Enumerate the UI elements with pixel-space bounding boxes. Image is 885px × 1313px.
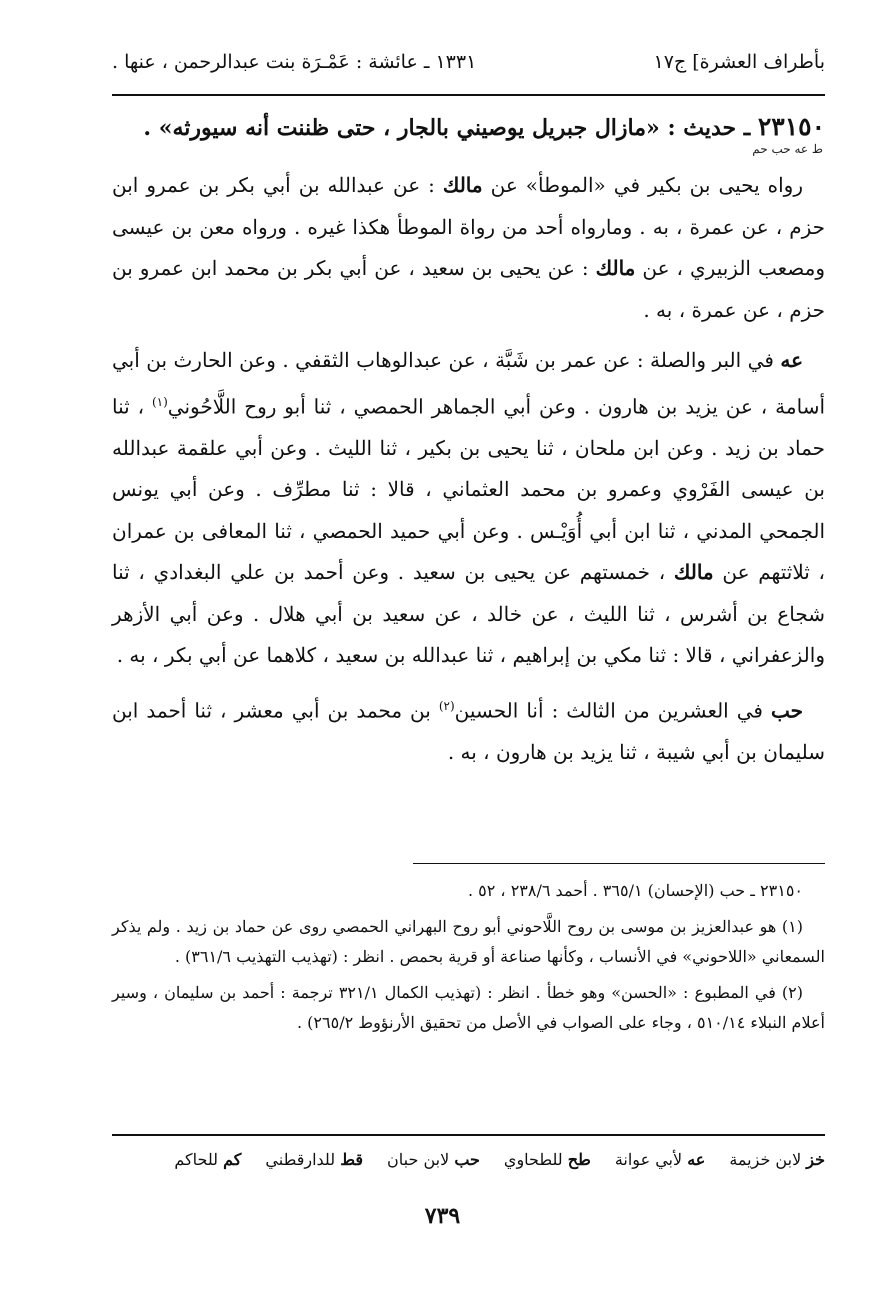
- legend-label: لابن حبان: [387, 1150, 450, 1169]
- text-run: في البر والصلة : عن عمر بن شَبَّة ، عن عبدالوهاب الثقفي . وعن الحارث بن أبي أسامة ، عن يزيد بن هارون . وعن أبي الجماهر الحمصي ، ثنا أبو روح اللَّاحُوني: [112, 348, 826, 419]
- abbreviation-legend: [112, 1150, 825, 1169]
- text-run: رواه يحيى بن بكير في «الموطأ» عن: [482, 173, 803, 197]
- legend-key: كم: [223, 1150, 242, 1169]
- text-run: ، خمستهم عن يحيى بن سعيد . وعن أحمد بن علي البغدادي ، ثنا شجاع بن أشرس ، ثنا الليث ، عن خالد ، عن سعيد بن أبي هلال . وعن أبي الأزهر والزعفراني ، قالا : ثنا مكي بن إبراهيم ، ثنا عبدالله بن سعيد ، كلاهما عن أبي بكر ، به .: [112, 560, 825, 668]
- legend-label: للطحاوي: [503, 1150, 563, 1169]
- legend-item: [387, 1150, 480, 1169]
- legend-label: للحاكم: [174, 1150, 219, 1169]
- text-run: ، ثنا حماد بن زيد . وعن ابن ملحان ، ثنا يحيى بن بكير ، ثنا الليث . وعن أبي علقمة عبدالله بن عيسى الفَرْوي وعمرو بن محمد العثماني ، قالا : ثنا مطرِّف . وعن أبي يونس الجمحي المدني ، ثنا ابن أبي أُوَيْـس . وعن أبي حميد الحمصي ، ثنا المعافى بن عمران ، ثلاثتهم عن: [112, 394, 826, 585]
- legend-item: [615, 1150, 706, 1169]
- legend-key: حب: [454, 1150, 480, 1169]
- footnote: ٢٣١٥٠ ـ حب (الإحسان) ٣٦٥/١ . أحمد ٢٣٨/٦ ، ٥٢ .: [467, 881, 803, 900]
- bold-term: مالك: [673, 560, 714, 585]
- footnote-marker: (٢): [438, 698, 455, 713]
- legend-rule: [112, 1134, 825, 1136]
- footnote: (١) هو عبدالعزيز بن موسى بن روح اللَّاحوني أبو روح البهراني الحمصي روى عن حماد بن زيد . ولم يذكر السمعاني «اللاحوني» في الأنساب ، وكأنها صناعة أو قرية بحمص . انظر : (تهذيب التهذيب ٣٦١/٦) .: [112, 917, 825, 966]
- legend-key: قط: [340, 1150, 364, 1169]
- legend-key: عه: [687, 1150, 706, 1169]
- paragraph: [112, 340, 825, 677]
- header-book-title: بأطراف العشرة] ج١٧: [653, 51, 825, 73]
- entry-sigla: ط عه حب حم: [752, 142, 823, 156]
- page-number: ٧٣٩: [424, 1203, 461, 1229]
- main-text: [112, 165, 825, 773]
- text-run: : عن يحيى بن سعيد ، عن أبي بكر بن محمد ابن عمرو بن حزم ، عن عمرة ، به .: [112, 256, 825, 322]
- entry-heading: [112, 112, 825, 141]
- bold-term: حب: [770, 698, 803, 723]
- footnote: (٢) في المطبوع : «الحسن» وهو خطأ . انظر : (تهذيب الكمال ٣٢١/١ ترجمة : أحمد بن سليمان ، وسير أعلام النبلاء ٥١٠/١٤ ، وجاء على الصواب في الأصل من تحقيق الأرنؤوط ٢٦٥/٢) .: [112, 983, 825, 1032]
- legend-key: خز: [806, 1150, 825, 1169]
- entry-title-text: ـ حديث : «مازال جبريل يوصيني بالجار ، حتى ظننت أنه سيورثه» .: [143, 115, 758, 141]
- text-run: : عن عبدالله بن أبي بكر بن عمرو ابن حزم ، عن عمرة ، به . ومارواه أحد من رواة الموطأ هكذا غيره . ورواه معن بن عيسى ومصعب الزبيري ، عن: [112, 173, 825, 280]
- footnote-marker: (١): [151, 394, 168, 409]
- text-run: بن محمد بن أبي معشر ، ثنا أحمد ابن سليمان بن أبي شيبة ، ثنا يزيد بن هارون ، به .: [112, 698, 825, 764]
- legend-label: لأبي عوانة: [614, 1150, 683, 1169]
- footnotes: [112, 876, 825, 1038]
- legend-item: [265, 1150, 363, 1169]
- running-header: [112, 42, 825, 82]
- legend-item: [504, 1150, 591, 1169]
- header-rule: [112, 94, 825, 96]
- bold-term: عه: [780, 348, 803, 372]
- legend-label: لابن خزيمة: [729, 1150, 802, 1169]
- bold-term: مالك: [595, 256, 636, 280]
- entry-number: ٢٣١٥٠: [757, 112, 825, 141]
- legend-key: طح: [567, 1150, 591, 1169]
- legend-label: للدارقطني: [265, 1150, 336, 1169]
- footnote-rule: [413, 863, 825, 864]
- header-section-title: ١٣٣١ ـ عائشة : عَمْـرَة بنت عبدالرحمن ، عنها .: [112, 51, 477, 73]
- text-run: في العشرين من الثالث : أنا الحسين: [454, 698, 771, 723]
- paragraph: [112, 686, 825, 774]
- legend-item: [729, 1150, 825, 1169]
- paragraph: [112, 165, 825, 331]
- legend-item: [174, 1150, 241, 1169]
- bold-term: مالك: [442, 173, 483, 197]
